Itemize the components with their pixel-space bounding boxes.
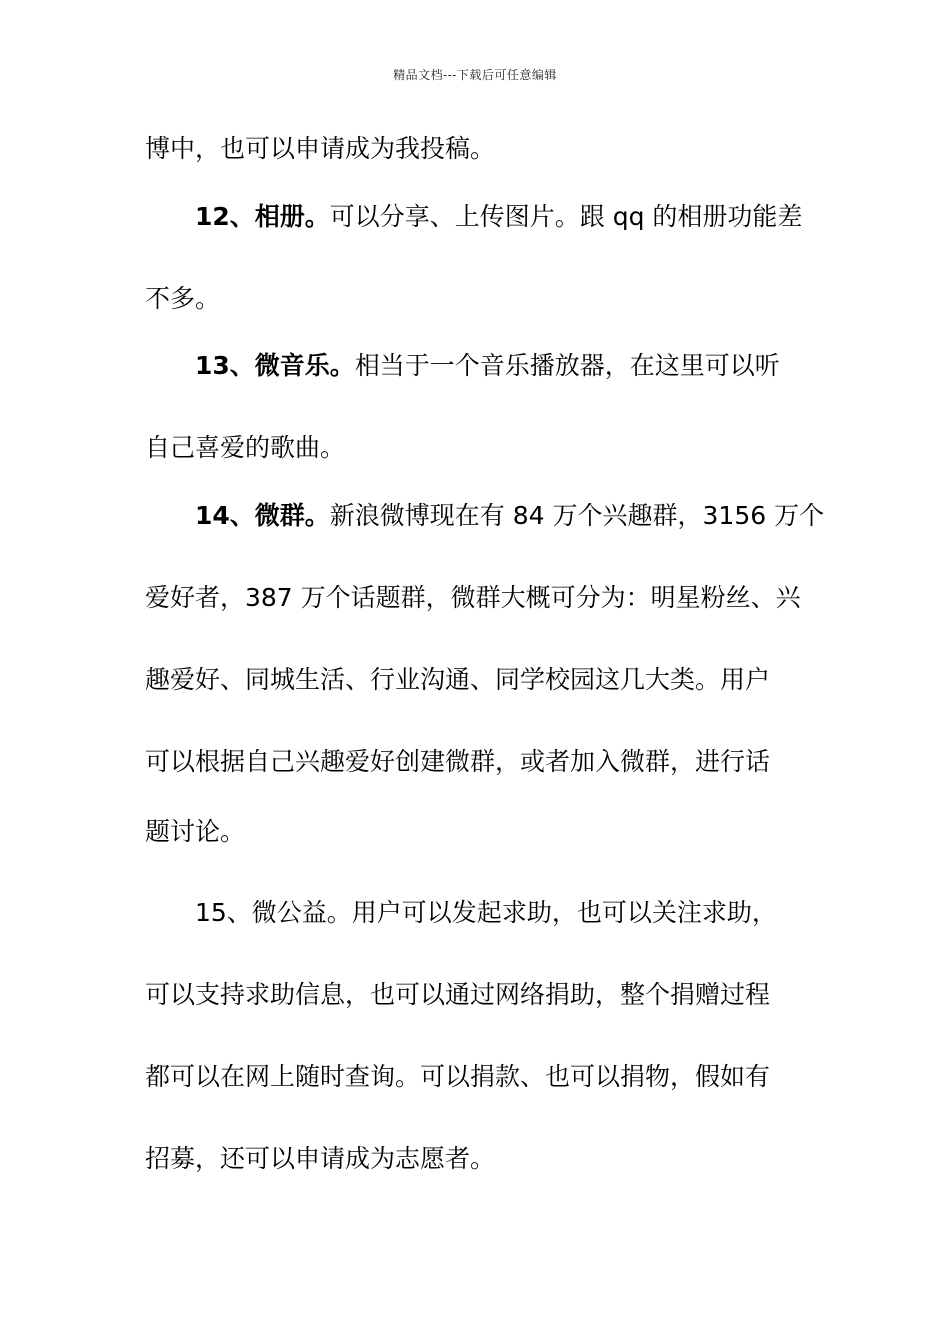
item-heading: 14、微群。 (195, 501, 330, 530)
item-text: 新浪微博现在有 84 万个兴趣群，3156 万个 (329, 501, 825, 530)
paragraph-line: 爱好者，387 万个话题群，微群大概可分为：明星粉丝、兴 (145, 583, 801, 612)
item-text: 可以分享、上传图片。跟 qq 的相册功能差 (329, 202, 803, 231)
paragraph-line (195, 500, 825, 532)
paragraph-line: 自己喜爱的歌曲。 (145, 433, 346, 462)
paragraph-line: 题讨论。 (145, 817, 246, 846)
paragraph-line (195, 201, 815, 233)
item-text: 相当于一个音乐播放器，在这里可以听 (354, 351, 780, 380)
paragraph-line: 15、微公益。用户可以发起求助，也可以关注求助， (195, 898, 777, 927)
item-heading: 12、相册。 (195, 202, 330, 231)
item-heading: 13、微音乐。 (195, 351, 355, 380)
paragraph-line: 都可以在网上随时查询。可以捐款、也可以捐物，假如有 (145, 1062, 771, 1091)
paragraph-line: 可以根据自己兴趣爱好创建微群，或者加入微群，进行话 (145, 747, 771, 776)
paragraph-line: 可以支持求助信息，也可以通过网络捐助，整个捐赠过程 (145, 980, 771, 1009)
page-header: 精品文档---下载后可任意编辑 (393, 68, 557, 82)
paragraph-line: 博中，也可以申请成为我投稿。 (145, 134, 496, 163)
paragraph-line: 趣爱好、同城生活、行业沟通、同学校园这几大类。用户 (145, 665, 771, 694)
paragraph-line: 招募，还可以申请成为志愿者。 (145, 1144, 496, 1173)
paragraph-line: 不多。 (145, 284, 221, 313)
paragraph-line (195, 350, 815, 382)
